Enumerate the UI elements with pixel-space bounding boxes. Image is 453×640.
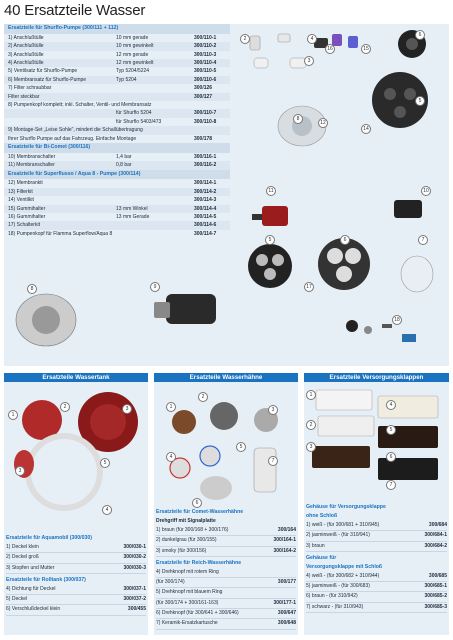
list-item <box>306 531 447 541</box>
cell-code: 300/178 <box>194 135 213 142</box>
section-bar-tank: Ersatzteile Wassertank <box>4 373 148 382</box>
cell-desc <box>8 109 116 117</box>
badge: 8 <box>27 284 37 294</box>
list-item <box>306 542 447 552</box>
pump-icon <box>154 294 216 324</box>
cell-desc: 8) Pumpenkopf komplett; inkl. Schalter, Ventil- und Membransatz <box>8 102 152 109</box>
cell-spec <box>116 84 194 92</box>
cell-desc: 12) Membrankit <box>8 180 43 187</box>
table-row <box>4 188 230 196</box>
badge: 4 <box>102 505 112 515</box>
badge: 16 <box>325 44 335 54</box>
section-title: Ersatzteile für Rolltank (300/037) <box>6 576 86 583</box>
item-code: 300/648 <box>277 620 296 627</box>
tank-text <box>6 534 146 616</box>
item-code: 300/647 <box>277 610 296 617</box>
list-item <box>306 603 447 613</box>
list-item <box>6 585 146 595</box>
cell-code: 300/126 <box>194 85 213 92</box>
product-photos-top <box>232 24 449 366</box>
list-item <box>156 578 296 588</box>
tap-parts-photo <box>154 382 298 510</box>
cell-spec: 10 mm gewinkelt <box>116 43 154 50</box>
page-title: Ersatzteile Wasser <box>24 2 146 19</box>
table-row <box>4 109 230 117</box>
item-desc: 3) Stopfen und Mutter <box>6 564 55 571</box>
badge: 18 <box>392 315 402 325</box>
list-item <box>156 568 296 578</box>
table-row <box>4 84 230 92</box>
section-title: Gehäuse für Versorgungsklappe <box>306 504 386 510</box>
cell-spec <box>116 196 194 204</box>
badge: 4 <box>386 400 396 410</box>
table-row <box>4 153 230 161</box>
badge: 5 <box>265 235 275 245</box>
list-item <box>156 599 296 609</box>
badge: 7 <box>386 480 396 490</box>
list-item <box>306 582 447 592</box>
item-desc: 5) jasminweiß - (für 300/683) <box>306 583 370 590</box>
cell-code: 300/127 <box>194 93 213 100</box>
item-desc: 1) Deckel klein <box>6 544 39 550</box>
cell-code <box>194 101 228 109</box>
list-item <box>156 609 296 619</box>
item-code: 300/177-1 <box>273 599 296 606</box>
item-code: 300/030-3 <box>123 564 146 571</box>
badge: 2 <box>198 392 208 402</box>
cell-code: 300/114-3 <box>194 197 217 204</box>
badge: 15 <box>361 44 371 54</box>
list-item <box>156 547 296 557</box>
section-bar-taps: Ersatzteile Wasserhähne <box>154 373 298 382</box>
taps-text <box>156 508 296 630</box>
cell-desc: 10) Membranschalter <box>8 153 56 160</box>
cell-desc: 17) Schalterkit <box>8 222 40 229</box>
page-number: 40 <box>4 2 21 19</box>
item-desc: 2) jasminweiß - (für 310/941) <box>306 532 370 539</box>
table-row <box>4 221 230 229</box>
item-code: 300/685-3 <box>424 603 447 610</box>
item-code: 300/685-1 <box>424 583 447 590</box>
badge: 6 <box>340 235 350 245</box>
cell-spec: 10 mm gerade <box>116 34 149 41</box>
item-code: 300/164-1 <box>273 537 296 544</box>
badge: 6 <box>386 452 396 462</box>
cell-code: 300/110-6 <box>194 76 217 83</box>
cell-desc: 5) Ventilsatz für Shurflo-Pumpe <box>8 68 78 75</box>
cell-code: 300/114-7 <box>194 230 217 237</box>
list-item <box>156 536 296 546</box>
cell-code: 300/110-8 <box>194 118 217 125</box>
parts-table <box>4 24 230 238</box>
item-code: 300/684 <box>428 522 447 528</box>
table-row <box>4 59 230 67</box>
badge: 17 <box>304 282 314 292</box>
cell-spec: 12 mm gewinkelt <box>116 60 154 66</box>
item-desc: 6) Drehknopf (für 300/641 + 300/646) <box>156 610 239 617</box>
cell-desc: 4) Anschlußtülle <box>8 60 44 66</box>
list-item <box>6 543 146 553</box>
item-desc: 7) schwarz - (für 310/943) <box>306 603 364 610</box>
cell-spec <box>116 188 194 196</box>
item-code: 300/685 <box>428 572 447 579</box>
item-desc: 1) weiß - (für 300/681 + 310/945) <box>306 522 380 528</box>
badge: 6 <box>415 30 425 40</box>
item-desc: 5) Deckel <box>6 596 28 603</box>
cell-desc: Ihrer Shurflo Pumpe auf das Fahrzeug. Einfache Montage <box>8 135 137 142</box>
table-row <box>4 135 230 143</box>
table-row <box>4 161 230 169</box>
section-title: Gehäuse für <box>306 554 337 561</box>
badge: 9 <box>150 282 160 292</box>
subsection-title: Drehgriff mit Signalplatte <box>156 518 216 524</box>
item-desc: (für 300/174) <box>156 579 185 586</box>
badge: 10 <box>421 186 431 196</box>
table-row <box>4 118 230 126</box>
cell-code: 300/110-5 <box>194 68 217 75</box>
table-row <box>4 67 230 75</box>
cell-desc: 18) Pumpenkopf für Flamma Superflow/Aqua 8 <box>8 230 113 237</box>
item-desc: 3) smoky (für 300/156) <box>156 547 207 554</box>
section-title: Ersatzteile für Shurflo-Pumpe (300/111 + 112) <box>4 24 230 34</box>
filter-icon <box>401 256 433 292</box>
cell-code: 300/114-2 <box>194 188 217 195</box>
badge: 3 <box>304 56 314 66</box>
badge: 5 <box>415 96 425 106</box>
badge: 8 <box>293 114 303 124</box>
cell-desc: 7) Filter schraubbar <box>8 85 52 92</box>
cell-code: 300/110-1 <box>194 34 217 41</box>
cell-spec: 13 mm Gerade <box>116 214 150 221</box>
badge: 7 <box>268 456 278 466</box>
item-desc: 4) Drehknopf mit rotem Ring <box>156 568 219 575</box>
item-code: 300/164-2 <box>273 547 296 554</box>
cell-desc: 6) Membransatz für Shurflo-Pumpe <box>8 76 87 83</box>
cell-code: 300/114-4 <box>194 205 217 212</box>
badge: 4 <box>307 34 317 44</box>
badge: 5 <box>386 425 396 435</box>
badge: 1 <box>166 402 176 412</box>
section-title: Ersatzteile für Aquamobil (300/030) <box>6 535 93 541</box>
list-item <box>306 592 447 602</box>
badge: 7 <box>418 235 428 245</box>
item-code <box>260 568 296 577</box>
item-code: 300/030-2 <box>123 554 146 561</box>
list-item <box>156 619 296 629</box>
table-row <box>4 196 230 204</box>
badge: 14 <box>361 124 371 134</box>
cell-spec: Typ 5204/5224 <box>116 68 150 75</box>
badge: 6 <box>192 498 202 508</box>
tube-icon <box>254 58 268 68</box>
item-code: 300/684-2 <box>424 542 447 549</box>
cell-spec: 0,8 bar <box>116 162 132 169</box>
cell-code: 300/110-7 <box>194 110 217 117</box>
table-row <box>4 34 230 42</box>
switch-icon <box>394 200 422 218</box>
badge: 1 <box>8 410 18 420</box>
item-code: 300/177 <box>277 579 296 586</box>
item-code: 300/030-1 <box>123 544 146 550</box>
item-desc: 6) braun - (für 310/942) <box>306 593 358 600</box>
item-code: 300/164 <box>277 527 296 533</box>
product-photos-pumps <box>6 280 226 366</box>
table-row <box>4 42 230 50</box>
cell-code: 300/116-2 <box>194 162 217 169</box>
table-row <box>4 230 230 238</box>
table-row <box>4 205 230 213</box>
table-row <box>4 51 230 59</box>
table-row <box>4 93 230 101</box>
list-item <box>6 605 146 615</box>
cell-spec: für Shurflo 5403/473 <box>116 118 162 125</box>
cell-desc: 14) Ventilkit <box>8 197 34 204</box>
cell-desc: 16) Gummihalter <box>8 214 46 221</box>
diaphragm-icon <box>318 238 370 290</box>
cell-spec: 12 mm gerade <box>116 51 149 58</box>
item-code: 300/455 <box>127 606 146 613</box>
item-desc: 4) Dichtung für Deckel <box>6 585 56 592</box>
diaphragm-icon <box>248 244 292 288</box>
section-title: Versorgungsklappe mit Schloß <box>306 563 383 570</box>
cell-code: 300/114-1 <box>194 180 217 187</box>
switch-icon <box>252 206 288 226</box>
section-title: Ersatzteile für Bi-Comet (300/116) <box>4 143 230 153</box>
cell-spec <box>116 93 194 101</box>
kit-parts-icon <box>346 320 416 342</box>
cell-desc: 11) Membranschalter <box>8 162 55 169</box>
pump-icon <box>16 294 76 346</box>
cell-spec <box>116 179 194 187</box>
cell-code: 300/110-3 <box>194 51 217 58</box>
cell-desc: 13) Filterkit <box>8 188 33 195</box>
section-title: Ersatzteile für Reich-Wasserhähne <box>156 559 242 566</box>
badge: 3 <box>122 404 132 414</box>
fitting-icon <box>250 34 358 50</box>
item-code: 300/685-2 <box>424 593 447 600</box>
list-item <box>156 526 296 536</box>
badge: 3 <box>268 405 278 415</box>
cell-desc: 1) Anschlußtülle <box>8 34 44 41</box>
list-item <box>6 553 146 563</box>
cell-spec: Typ 5204 <box>116 76 137 83</box>
section-title: Ersatzteile für Comet-Wasserhähne <box>156 509 244 515</box>
flaps-text <box>306 503 447 613</box>
section-title: ohne Schloß <box>306 513 338 519</box>
badge: 2 <box>240 34 250 44</box>
cell-spec: 13 mm Winkel <box>116 205 148 212</box>
item-code <box>260 588 296 597</box>
cell-desc <box>8 118 116 126</box>
cell-desc: 3) Anschlußtülle <box>8 51 44 58</box>
badge: 5 <box>100 458 110 468</box>
badge: 2 <box>306 420 316 430</box>
cell-code: 300/114-5 <box>194 214 217 221</box>
flap-housings-photo <box>304 382 449 502</box>
item-desc: 1) braun (für 300/168 + 300/176) <box>156 527 229 533</box>
table-row <box>4 76 230 84</box>
badge: 2 <box>60 402 70 412</box>
cell-spec: 1,4 bar <box>116 153 132 160</box>
cell-code: 300/116-1 <box>194 153 217 160</box>
cell-code: 300/114-6 <box>194 222 217 229</box>
badge: 3 <box>15 466 25 476</box>
section-bar-flaps: Ersatzteile Versorgungsklappen <box>304 373 449 382</box>
badge: 11 <box>266 186 276 196</box>
list-item <box>6 595 146 605</box>
cell-desc: 9) Montage-Set „Leise Sohle“, mindert die Schallübertragung <box>8 127 143 134</box>
item-desc: 5) Drehknopf mit blauem Ring <box>156 589 223 596</box>
cell-spec: für Shurflo 5204 <box>116 110 152 117</box>
item-code: 300/037-2 <box>123 596 146 603</box>
badge: 4 <box>166 452 176 462</box>
list-item <box>6 564 146 574</box>
section-title: Ersatzteile für Superflusso / Aqua 8 - Pumpe (300/114) <box>4 170 230 180</box>
item-desc: (für 300/174 + 300/161-163) <box>156 599 219 606</box>
item-code: 300/037-1 <box>123 585 146 592</box>
item-code: 300/684-1 <box>424 532 447 539</box>
table-row <box>4 101 230 109</box>
item-desc: 2) dunkelgrau (für 300/155) <box>156 537 217 544</box>
table-row <box>4 179 230 187</box>
badge: 12 <box>318 118 328 128</box>
cell-code <box>194 126 228 134</box>
badge: 1 <box>306 390 316 400</box>
page-header <box>4 2 145 19</box>
table-row <box>4 126 230 134</box>
cell-code: 300/110-4 <box>194 60 217 66</box>
cell-code: 300/110-2 <box>194 43 217 50</box>
badge: 5 <box>236 442 246 452</box>
list-item <box>306 521 447 531</box>
badge: 3 <box>306 442 316 452</box>
item-desc: 3) braun <box>306 542 325 549</box>
item-desc: 4) weiß - (für 300/682 + 310/944) <box>306 572 380 579</box>
item-desc: 7) Keramik-Ersatzkartusche <box>156 620 218 627</box>
cell-spec <box>116 221 194 229</box>
item-desc: 6) Verschlußdeckel klein <box>6 606 61 613</box>
item-desc: 2) Deckel groß <box>6 554 39 561</box>
cell-desc: 15) Gummihalter <box>8 205 46 212</box>
cell-desc: 2) Anschlußtülle <box>8 43 44 50</box>
list-item <box>156 588 296 598</box>
table-row <box>4 213 230 221</box>
list-item <box>306 572 447 582</box>
cell-desc: Filter steckbar <box>8 93 40 100</box>
